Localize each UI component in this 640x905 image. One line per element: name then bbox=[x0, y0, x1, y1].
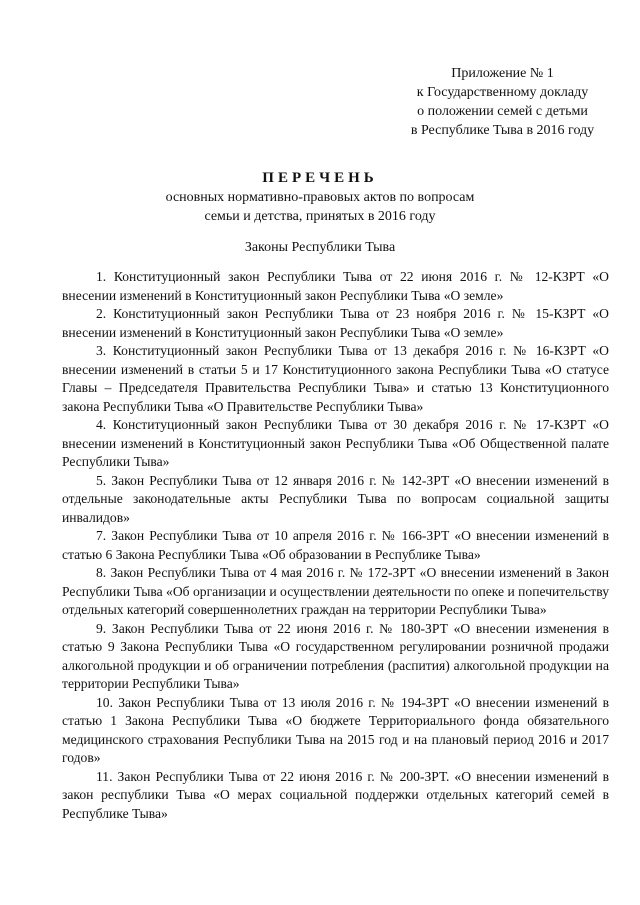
subtitle-line: семьи и детства, принятых в 2016 году bbox=[204, 209, 436, 224]
appendix-line: к Государственному докладу bbox=[416, 85, 589, 100]
list-item: 7. Закон Республики Тыва от 10 апреля 2016 г. № 166-ЗРТ «О внесении изменений в статью 6 Закона Республики Тыва «Об образовании в Республике Тыва» bbox=[62, 528, 609, 562]
laws-list bbox=[62, 268, 609, 823]
subtitle-line: основных нормативно-правовых актов по вопросам bbox=[165, 190, 475, 205]
list-item: 9. Закон Республики Тыва от 22 июня 2016 г. № 180-ЗРТ «О внесении изменения в статью 9 Закона Республики Тыва «О государственном регулировании розничной продажи алкогольной продукции и об ограничении потребления (распития) алкогольной продукции на территории Республики Тыва» bbox=[62, 620, 609, 691]
list-item: 5. Закон Республики Тыва от 12 января 2016 г. № 142-ЗРТ «О внесении изменений в отдельные законодательные акты Республики Тыва по вопросам социальной защиты инвалидов» bbox=[62, 472, 609, 525]
list-item: 3. Конституционный закон Республики Тыва от 13 декабря 2016 г. № 16-КЗРТ «О внесении изменений в статьи 5 и 17 Конституционного закона Республики Тыва «О статусе Главы – Председателя Правительства Республики Тыва» и статью 13 Конституционного закона Республики Тыва «О Правительстве Республики Тыва» bbox=[62, 343, 609, 414]
list-item: 8. Закон Республики Тыва от 4 мая 2016 г. № 172-ЗРТ «О внесении изменений в Закон Республики Тыва «Об организации и осуществлении деятельности по опеке и попечительству отдельных категорий совершеннолетних граждан на территории Республики Тыва» bbox=[62, 565, 609, 617]
appendix-line: о положении семей с детьми bbox=[417, 104, 588, 119]
appendix-line: в Республике Тыва в 2016 году bbox=[410, 123, 595, 138]
list-item: 10. Закон Республики Тыва от 13 июля 2016 г. № 194-ЗРТ «О внесении изменений в статью 1 Закона Республики Тыва «О бюджете Территориального фонда обязательного медицинского страхования Республики Тыва на 2015 год и на плановый период 2016 и 2017 годов» bbox=[62, 694, 609, 765]
list-item: 4. Конституционный закон Республики Тыва от 30 декабря 2016 г. № 17-КЗРТ «О внесении изменений в Конституционный закон Республики Тыва «Об Общественной палате Республики Тыва» bbox=[62, 417, 609, 469]
list-item: 11. Закон Республики Тыва от 22 июня 2016 г. № 200-ЗРТ. «О внесении изменений в закон республики Тыва «О мерах социальной поддержки отдельных категорий семей в Республике Тыва» bbox=[62, 768, 609, 821]
document-subtitle bbox=[0, 188, 640, 226]
section-title: Законы Республики Тыва bbox=[244, 240, 396, 255]
appendix-block bbox=[390, 64, 615, 140]
document-title: ПЕРЕЧЕНЬ bbox=[262, 170, 378, 186]
appendix-line: Приложение № 1 bbox=[451, 66, 554, 81]
list-item: 2. Конституционный закон Республики Тыва от 23 ноября 2016 г. № 15-КЗРТ «О внесении изменений в Конституционный закон Республики Тыва «О земле» bbox=[62, 306, 609, 340]
list-item: 1. Конституционный закон Республики Тыва от 22 июня 2016 г. № 12-КЗРТ «О внесении изменений в Конституционный закон Республики Тыва «О земле» bbox=[62, 269, 609, 303]
